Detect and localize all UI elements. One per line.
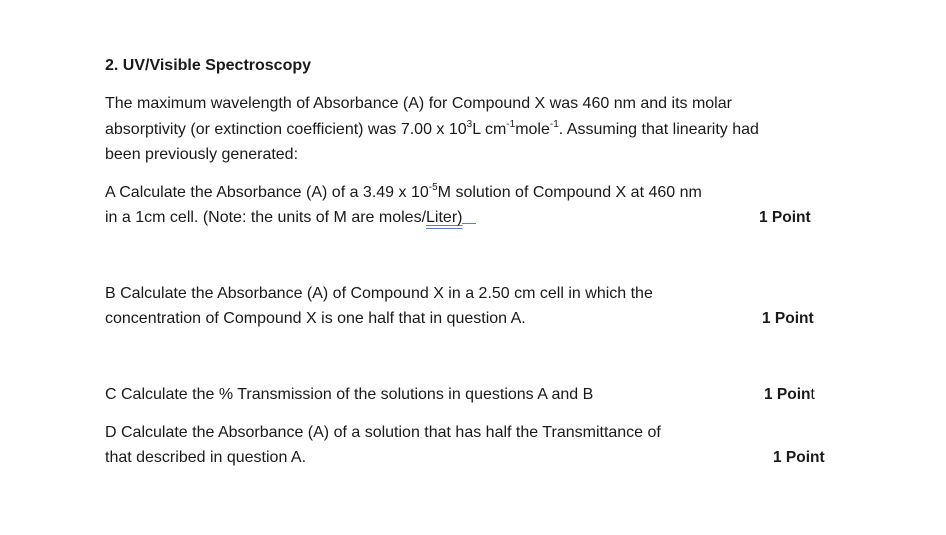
question-c-points — [764, 385, 815, 405]
intro-line-2-part-a: absorptivity (or extinction coefficient) was 7.00 x 10 — [105, 121, 467, 138]
question-a-line-2-part-a: in a 1cm cell. (Note: the units of M are moles/ — [105, 209, 427, 226]
question-a-line-1-part-a: A Calculate the Absorbance (A) of a 3.49 x 10 — [105, 184, 429, 201]
question-b-points: 1 Point — [762, 310, 814, 327]
intro-superscript-3: 3 — [466, 118, 473, 130]
intro-line-2-part-c: mole — [515, 121, 550, 138]
intro-line-1: The maximum wavelength of Absorbance (A) for Compound X was 460 nm and its molar — [105, 95, 732, 112]
question-d-points: 1 Point — [773, 449, 825, 466]
intro-line-3: been previously generated: — [105, 146, 299, 163]
question-b-line-1: B Calculate the Absorbance (A) of Compound X in a 2.50 cm cell in which the — [105, 285, 653, 302]
question-a-line-1 — [105, 183, 702, 203]
question-d-line-1: D Calculate the Absorbance (A) of a solution that has half the Transmittance of — [105, 424, 661, 441]
question-a-liter: Liter) — [426, 209, 463, 226]
intro-superscript-mole: -1 — [549, 118, 559, 130]
question-d-line-2: that described in question A. — [105, 449, 307, 466]
question-a-line-2 — [105, 208, 476, 228]
question-a-superscript: -5 — [428, 181, 438, 193]
question-a-points: 1 Point — [759, 209, 811, 226]
intro-superscript-cm: -1 — [506, 118, 516, 130]
question-c-line-1: C Calculate the % Transmission of the solutions in questions A and B — [105, 386, 594, 403]
question-a-trailing-underline — [462, 222, 476, 224]
intro-line-2-part-b: L cm — [472, 121, 507, 138]
question-c-points-normal: t — [810, 386, 815, 403]
question-a-line-1-part-b: M solution of Compound X at 460 nm — [437, 184, 702, 201]
section-heading: 2. UV/Visible Spectroscopy — [105, 57, 312, 74]
intro-line-2 — [105, 120, 759, 140]
question-c-points-bold: 1 Poin — [764, 386, 811, 403]
question-b-line-2: concentration of Compound X is one half that in question A. — [105, 310, 526, 327]
intro-line-2-part-d: . Assuming that linearity had — [558, 121, 759, 138]
